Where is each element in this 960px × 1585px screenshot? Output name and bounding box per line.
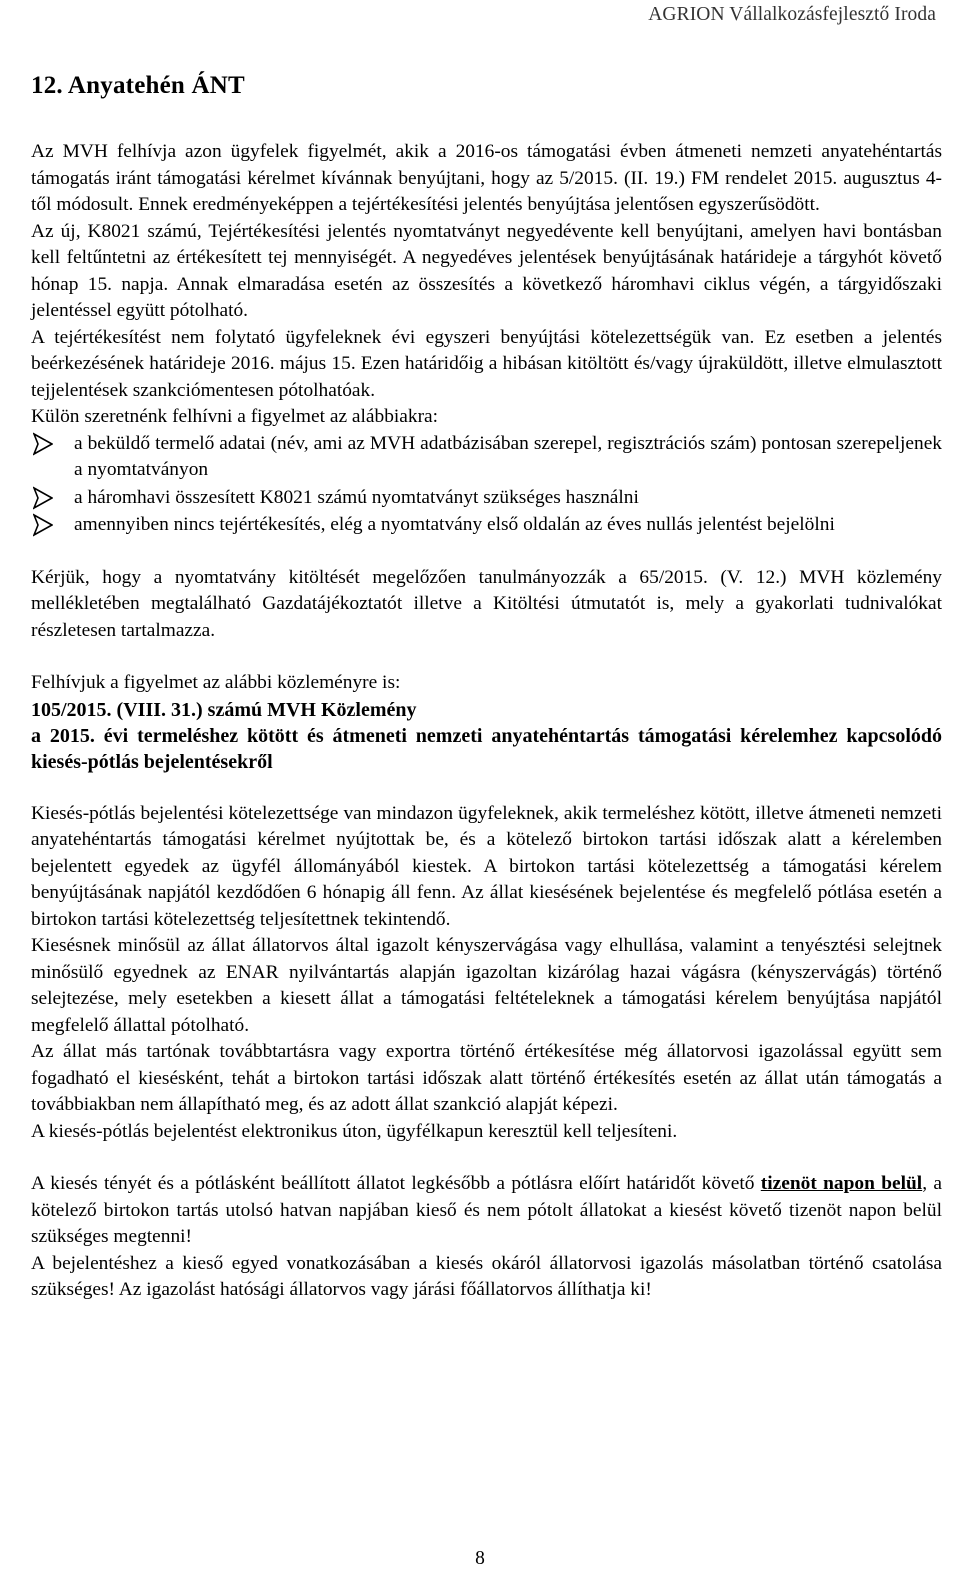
document-body: [31, 139, 942, 1304]
arrowhead-bullet-icon: [33, 513, 53, 537]
paragraph-intro: Az MVH felhívja azon ügyfelek figyelmét, akik a 2016-os támogatási évben átmeneti nemzeti anyatehéntartás támogatás iránt támogatási kérelmet kívánnak benyújtani, hogy az 5/2015. (II. 19.) FM rendelet 2015. augusztus 4-től módosult. Ennek eredményeképpen a tejértékesítési jelentés benyújtása jelentősen egyszerűsödött.: [31, 141, 942, 215]
deadline-text-start: A kiesés tényét és a pótlásként beállított állatot legkésőbb a pótlásra előírt határidőt követő: [31, 1173, 761, 1194]
paragraph-certificate: A bejelentéshez a kieső egyed vonatkozásában a kiesés okáról állatorvosi igazolás másolatban történő csatolása szükséges! Az igazolást hatósági állatorvos vagy járási főállatorvos állíthatja ki!: [31, 1252, 942, 1300]
notice-title: 105/2015. (VIII. 31.) számú MVH Közlemény: [31, 698, 417, 721]
paragraph-loss-definition: Kiesésnek minősül az állat állatorvos által igazolt kényszervágása vagy elhullása, valamint a tenyésztési selejtnek minősülő egyednek az ENAR nyilvántartás alapján igazoltan kizárólag hazai vágásra (kényszervágás) történő selejtezése, mely esetekben a kiesett állat a támogatási feltételeknek a támogatási kérelem benyújtása napjától megfelelő állattal pótolható.: [31, 935, 942, 1036]
arrowhead-bullet-icon: [33, 432, 53, 456]
paragraph-deadline: [31, 1171, 942, 1251]
paragraph-no-sales: A tejértékesítést nem folytató ügyfeleknek évi egyszeri benyújtási kötelezettségük van. Ez esetben a jelentés beérkezésének határideje 2016. május 15. Ezen határidőig a hibásan kitöltött és/vagy újraküldött, illetve elmulasztott tejjelentések szankciómentesen pótolhatóak.: [31, 326, 942, 401]
list-item-text: a beküldő termelő adatai (név, ami az MVH adatbázisában szerepel, regisztrációs szám) pontosan szerepeljenek a nyomtatványon: [74, 432, 942, 480]
arrowhead-bullet-icon: [33, 486, 53, 510]
paragraph-attention: Külön szeretnénk felhívni a figyelmet az alábbiakra:: [31, 406, 439, 427]
attention-list: [31, 431, 942, 539]
page-number: 8: [475, 1548, 485, 1569]
deadline-emphasis: tizenöt napon belül: [760, 1173, 923, 1194]
list-item-text: a háromhavi összesített K8021 számú nyomtatványt szükséges használni: [74, 486, 639, 508]
list-item-text: amennyiben nincs tejértékesítés, elég a nyomtatvány első oldalán az éves nullás jelentést bejelölni: [74, 514, 835, 535]
page-header: AGRION Vállalkozásfejlesztő Iroda: [648, 4, 936, 25]
deadline-text-end: , a kötelező birtokon tartás utolsó hatvan napjában kieső és nem pótolt állatokat a kiesést követő tizenöt napon belül szükséges megtenni!: [31, 1173, 942, 1247]
paragraph-k8021: Az új, K8021 számú, Tejértékesítési jelentés nyomtatványt negyedévente kell benyújtani, amelyen havi bontásban kell feltűntetni az értékesített tej mennyiségét. A negyedéves jelentések benyújtásának határideje a tárgyhót követő hónap 15. napja. Annak elmaradása esetén az összesítés a következő háromhavi ciklus végén, a tárgyidőszaki jelentéssel együtt pótolható.: [31, 220, 942, 321]
paragraph-notice-intro: Felhívjuk a figyelmet az alábbi közleményre is:: [31, 672, 401, 693]
paragraph-obligation: Kiesés-pótlás bejelentési kötelezettsége van mindazon ügyfeleknek, akik termeléshez kötött, illetve átmeneti nemzeti anyatehéntartás támogatási kérelmet nyújtottak be, és a kötelező birtokon tartási időszak alatt a kérelemben bejelentett egyedek az ügyfél állományából kiestek. A birtokon tartási kötelezettség a támogatási kérelem benyújtásának napjától kezdődően 6 hónapig áll fenn. Az állat kiesésének bejelentése és megfelelő pótlása esetén a birtokon tartási kötelezettség teljesítettnek tekintendő.: [31, 802, 942, 930]
paragraph-sale-not-loss: Az állat más tartónak továbbtartásra vagy exportra történő értékesítése még állatorvosi igazolással együtt sem fogadható el kiesésként, tehát a birtokon tartási időszak alatt történő értékesítés esetén az állat után támogatás a továbbiakban nem állapítható meg, és az adott állat szankció alapját képezi.: [31, 1041, 942, 1115]
list-item: [31, 485, 942, 512]
section-heading: 12. Anyatehén ÁNT: [31, 72, 245, 99]
paragraph-please-study: Kérjük, hogy a nyomtatvány kitöltését megelőzően tanulmányozzák a 65/2015. (V. 12.) MVH közlemény mellékletében megtalálható Gazdatájékoztatót illetve a Kitöltési útmutatót is, mely a gyakorlati tudnivalókat részletesen tartalmazza.: [31, 566, 942, 641]
list-item: [31, 431, 942, 484]
list-item: [31, 512, 942, 539]
paragraph-electronic: A kiesés-pótlás bejelentést elektronikus úton, ügyfélkapun keresztül kell teljesíteni.: [31, 1120, 678, 1142]
notice-subtitle: a 2015. évi termeléshez kötött és átmeneti nemzeti anyatehéntartás támogatási kérelemhez kapcsolódó kiesés-pótlás bejelentésekről: [31, 724, 942, 773]
